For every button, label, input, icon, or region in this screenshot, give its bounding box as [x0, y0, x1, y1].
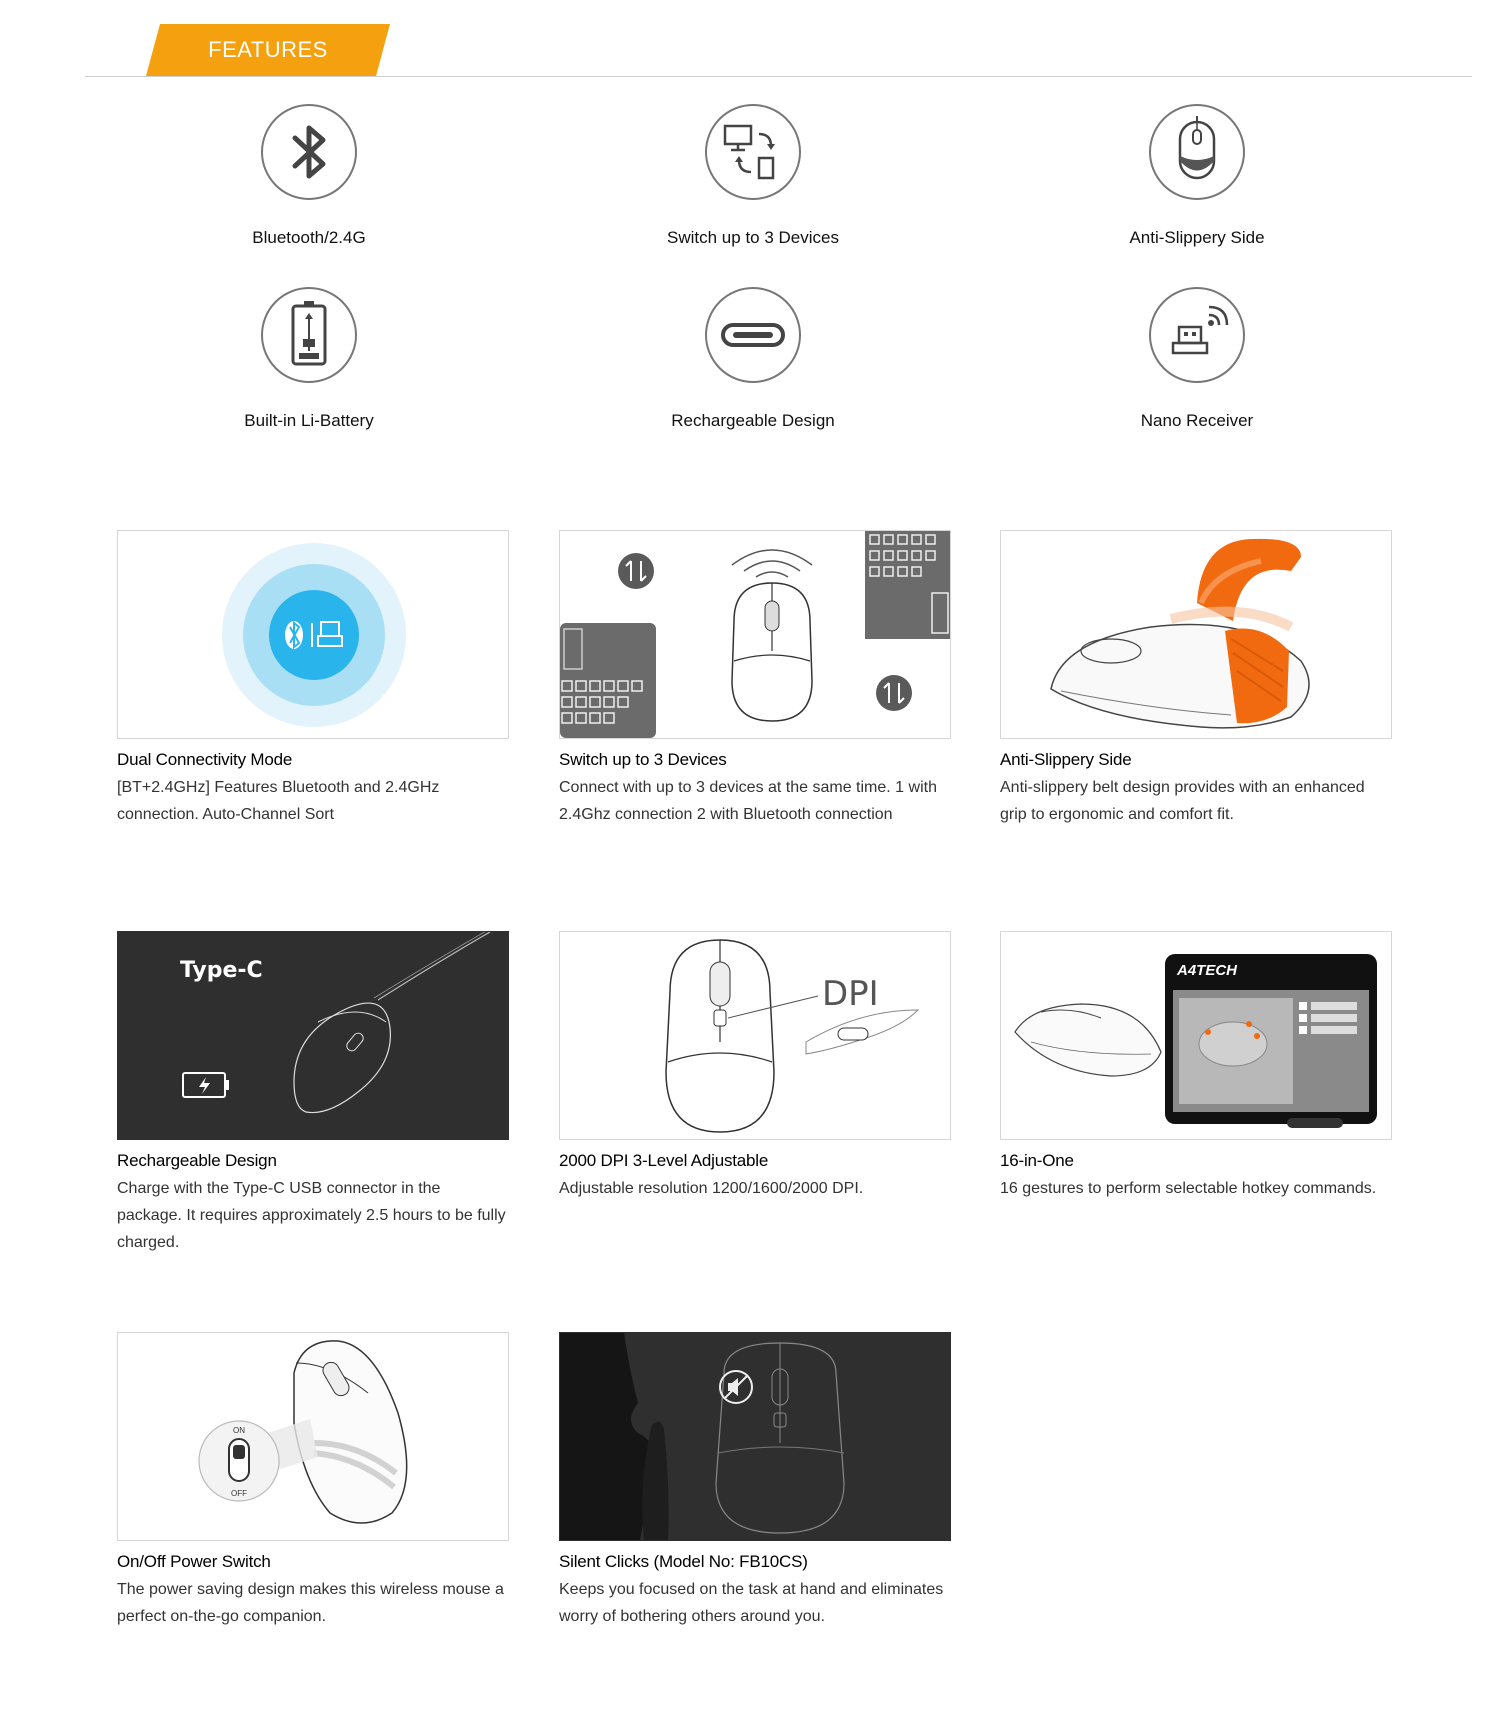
card-title: Anti-Slippery Side	[1000, 750, 1132, 769]
dual-connectivity-image	[117, 530, 509, 739]
silent-clicks-image	[559, 1332, 951, 1541]
feature-label: Nano Receiver	[1140, 411, 1254, 430]
card-power-switch	[117, 1332, 509, 1630]
feature-label: Rechargeable Design	[671, 411, 835, 430]
a4tech-logo: A4TECH	[1177, 962, 1238, 979]
card-rechargeable	[117, 931, 509, 1256]
features-tab[interactable]	[146, 24, 390, 76]
dpi-label: DPI	[822, 974, 879, 1014]
card-title: Silent Clicks (Model No: FB10CS)	[559, 1552, 808, 1571]
card-title: Dual Connectivity Mode	[117, 750, 293, 769]
card-title: 16-in-One	[1000, 1151, 1074, 1170]
mouse-side-icon	[1149, 104, 1245, 200]
svg-text:ON: ON	[233, 1426, 245, 1435]
svg-text:OFF: OFF	[231, 1489, 247, 1498]
feature-label: Anti-Slippery Side	[1129, 228, 1265, 247]
feature-anti-slippery	[1047, 104, 1347, 248]
anti-slippery-image	[1000, 530, 1392, 739]
feature-label: Bluetooth/2.4G	[252, 228, 366, 247]
card-description: Anti-slippery belt design provides with an enhanced grip to ergonomic and comfort fit.	[1000, 779, 1365, 823]
type-c-image	[117, 931, 509, 1140]
card-description: [BT+2.4GHz] Features Bluetooth and 2.4GHz connection. Auto-Channel Sort	[117, 779, 440, 823]
feature-label: Switch up to 3 Devices	[667, 228, 839, 247]
nano-receiver-icon	[1149, 287, 1245, 383]
card-dpi	[559, 931, 951, 1202]
card-anti-slippery	[1000, 530, 1392, 828]
feature-label: Built-in Li-Battery	[244, 411, 374, 430]
features-tab-label: FEATURES	[208, 37, 328, 62]
battery-icon	[261, 287, 357, 383]
card-dual-connectivity	[117, 530, 509, 828]
card-description: 16 gestures to perform selectable hotkey commands.	[1000, 1180, 1377, 1197]
dpi-image	[559, 931, 951, 1140]
device-switch-icon	[705, 104, 801, 200]
hotkey-software-image	[1000, 931, 1392, 1140]
feature-battery	[159, 287, 459, 431]
card-title: On/Off Power Switch	[117, 1552, 271, 1571]
card-description: Keeps you focused on the task at hand and eliminates worry of bothering others around you.	[559, 1581, 944, 1625]
feature-bluetooth	[159, 104, 459, 248]
type-c-label: Type-C	[180, 958, 263, 983]
card-description: The power saving design makes this wireless mouse a perfect on-the-go companion.	[117, 1581, 504, 1625]
usb-c-port-icon	[705, 287, 801, 383]
bluetooth-icon	[261, 104, 357, 200]
card-title: Switch up to 3 Devices	[559, 750, 727, 769]
device-switch-image	[559, 530, 951, 739]
card-description: Adjustable resolution 1200/1600/2000 DPI.	[559, 1180, 864, 1197]
card-title: 2000 DPI 3-Level Adjustable	[559, 1151, 769, 1170]
card-16-in-one	[1000, 931, 1392, 1202]
card-description: Charge with the Type-C USB connector in the package. It requires approximately 2.5 hours to be fully charged.	[117, 1180, 506, 1251]
card-title: Rechargeable Design	[117, 1151, 277, 1170]
feature-rechargeable	[603, 287, 903, 431]
feature-nano-receiver	[1047, 287, 1347, 431]
card-description: Connect with up to 3 devices at the same time. 1 with 2.4Ghz connection 2 with Bluetooth connection	[559, 779, 937, 823]
feature-switch-devices	[603, 104, 903, 248]
power-switch-image	[117, 1332, 509, 1541]
header-divider	[85, 76, 1472, 77]
card-silent-clicks	[559, 1332, 951, 1630]
card-switch-devices	[559, 530, 951, 828]
